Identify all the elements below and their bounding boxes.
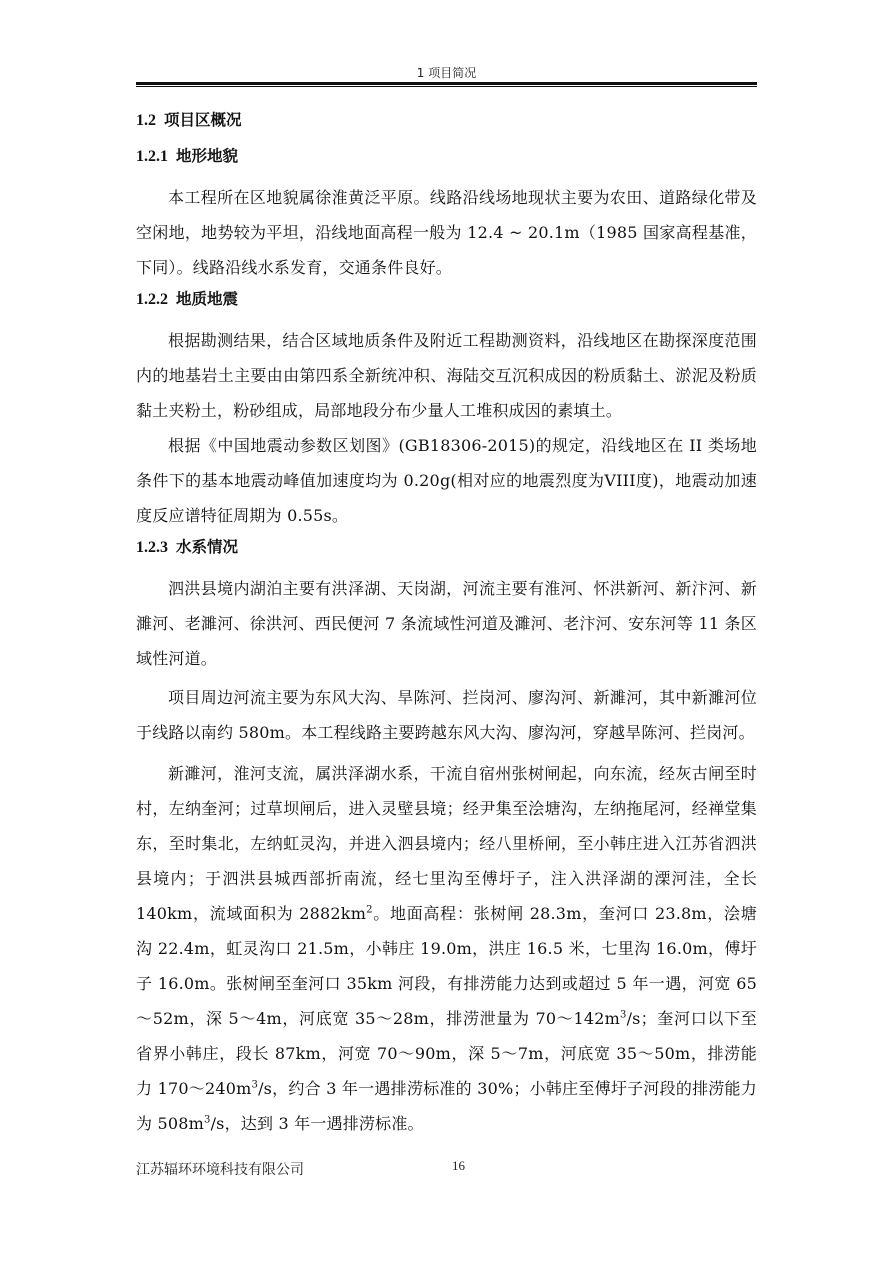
section-title: 项目区概况 — [164, 111, 242, 129]
text-run: 。地面高程：张树闸 28.3m，奎河口 23.8m，浍塘沟 22.4m，虹灵沟口 21.5m，小韩庄 19.0m，洪庄 16.5 米，七里沟 16.0m，傅圩子 16.0m。张树闸至奎河口 35km 河段，有排涝能力达到或超过 5 年一遇，河宽 65～52m，深 5～4m，河底宽 35～28m，排涝泄量为 70～142m — [136, 904, 757, 1028]
subsection-number: 1.2.3 — [136, 539, 168, 556]
subsection-title: 地形地貌 — [176, 147, 239, 165]
subsection-number: 1.2.2 — [136, 291, 168, 308]
paragraph: 项目周边河流主要为东风大沟、旱陈河、拦岗河、廖沟河、新濉河，其中新濉河位于线路以南约 580m。本工程线路主要跨越东风大沟、廖沟河，穿越旱陈河、拦岗河。 — [136, 688, 757, 742]
subsection-heading-water — [136, 535, 757, 560]
text-run: /s；奎河口以下至省界小韩庄，段长 87km，河宽 70～90m，深 5～7m，河底宽 35～50m，排涝能力 170～240m — [136, 1009, 758, 1098]
text-run: /s，达到 3 年一遇排涝标准。 — [210, 1114, 424, 1133]
superscript: 3 — [620, 1009, 627, 1021]
subsection-title: 水系情况 — [176, 538, 239, 556]
footer-company: 江苏辐环环境科技有限公司 — [136, 1162, 304, 1178]
paragraph: 根据《中国地震动参数区划图》(GB18306-2015)的规定，沿线地区在 II 类场地条件下的基本地震动峰值加速度均为 0.20g(相对应的地震烈度为VIII度)，地震动加速度反应谱特征周期为 0.55s。 — [136, 436, 757, 525]
subsection-number: 1.2.1 — [136, 148, 168, 165]
header-rule-thin — [136, 86, 757, 87]
superscript: 3 — [204, 1114, 211, 1126]
subsection-heading-terrain — [136, 144, 757, 169]
superscript: 2 — [366, 904, 373, 916]
text-run: 新濉河，淮河支流，属洪泽湖水系，干流自宿州张树闸起，向东流，经灰古闸至时村，左纳奎河；过草坝闸后，进入灵壁县境；经尹集至浍塘沟，左纳拖尾河，经禅堂集东，至时集北，左纳虹灵沟，并进入泗县境内；经八里桥闸，至小韩庄进入江苏省泗洪县境内；于泗洪县城西部折南流，经七里沟至傅圩子，注入洪泽湖的溧河洼，全长 140km，流域面积为 2882km — [136, 764, 757, 923]
text-run: /s，约合 3 年一遇排涝标准的 30%；小韩庄至傅圩子河段的排涝能力为 508m — [136, 1079, 758, 1133]
paragraph: 泗洪县境内湖泊主要有洪泽湖、天岗湖，河流主要有淮河、怀洪新河、新汴河、新濉河、老濉河、徐洪河、西民便河 7 条流域性河道及濉河、老汴河、安东河等 11 条区域性河道。 — [136, 579, 757, 668]
page-number: 16 — [452, 1158, 465, 1173]
paragraph: 本工程所在区地貌属徐淮黄泛平原。线路沿线场地现状主要为农田、道路绿化带及空闲地，地势较为平坦，沿线地面高程一般为 12.4 ~ 20.1m（1985 国家高程基准，下同）。线路沿线水系发育，交通条件良好。 — [136, 188, 757, 277]
header-rule-thick — [136, 82, 757, 85]
subsection-title: 地质地震 — [176, 290, 239, 308]
page-content — [136, 108, 757, 1141]
section-heading — [136, 108, 757, 133]
subsection-heading-geology — [136, 287, 757, 312]
superscript: 3 — [251, 1079, 259, 1091]
running-header: 1 项目简况 — [416, 66, 477, 80]
paragraph-xinsui-river — [136, 756, 757, 1141]
paragraph: 根据勘测结果，结合区域地质条件及附近工程勘测资料，沿线地区在勘探深度范围内的地基岩土主要由由第四系全新统冲积、海陆交互沉积成因的粉质黏土、淤泥及粉质黏土夹粉土，粉砂组成，局部地段分布少量人工堆积成因的素填土。 — [136, 331, 757, 420]
section-number: 1.2 — [136, 112, 156, 129]
